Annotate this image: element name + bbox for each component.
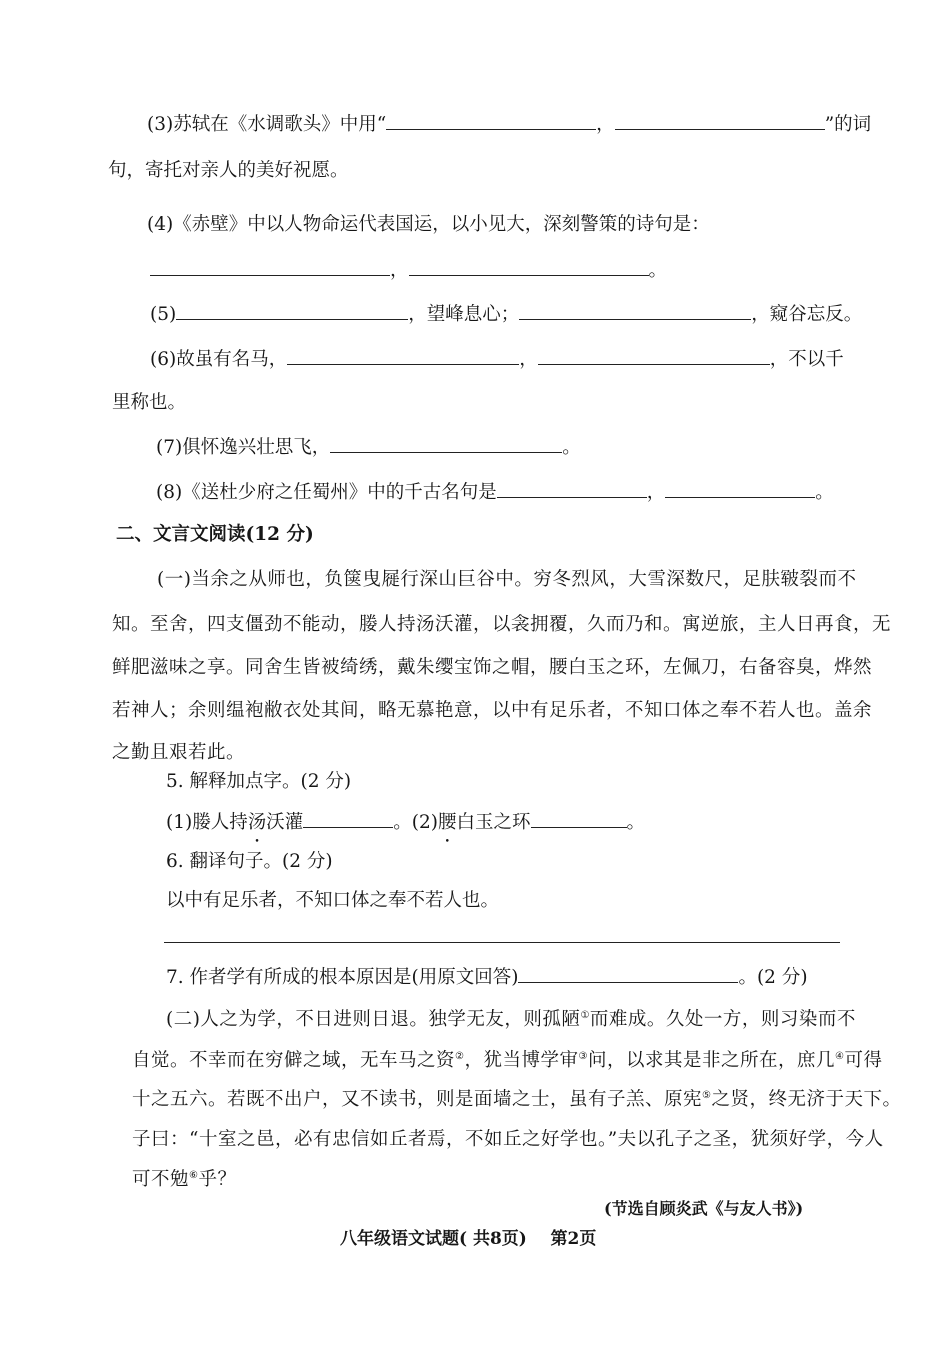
- passage1-line5: 之勤且艰若此。: [112, 742, 246, 763]
- q3-blank-2[interactable]: [615, 111, 825, 130]
- q5-line: (5) ，望峰息心； ，窥谷忘反。: [150, 300, 862, 326]
- passage1-line2: 知。至舍，四支僵劲不能动，媵人持汤沃灌，以衾拥覆，久而乃和。寓逆旅，主人日再食，无: [112, 614, 892, 635]
- q4-prompt: (4)《赤壁》中以人物命运代表国运，以小见大，深刻警策的诗句是：: [147, 214, 710, 235]
- q4-blank-2[interactable]: [409, 257, 649, 276]
- q6b-answer-line[interactable]: [164, 942, 840, 943]
- emphasis-char-2: 腰: [437, 812, 457, 833]
- passage2-line1: (二)人之为学，不日进则日退。独学无友，则孤陋①而难成。久处一方，则习染而不: [166, 1009, 856, 1030]
- passage1-line4: 若神人；余则缊袍敝衣处其间，略无慕艳意，以中有足乐者，不知口体之奉不若人也。盖余: [112, 700, 873, 721]
- q3-blank-1[interactable]: [386, 111, 596, 130]
- section-2-title: 二、文言文阅读(12 分): [116, 524, 314, 545]
- footnote-mark: ④: [834, 1050, 845, 1062]
- q5b-blank-1[interactable]: [303, 809, 393, 828]
- footnote-mark: ⑤: [702, 1089, 712, 1101]
- q3-text: (3)苏轼在《水调歌头》中用“: [147, 114, 387, 135]
- q6-line1: (6)故虽有名马， ， ，不以千: [150, 345, 844, 371]
- q8-line: (8)《送杜少府之任蜀州》中的千古名句是 ， 。: [156, 478, 834, 504]
- q7-line: (7)俱怀逸兴壮思飞， 。: [156, 433, 581, 459]
- footnote-mark: ②: [455, 1050, 465, 1062]
- q7b-line: 7. 作者学有所成的根本原因是(用原文回答) 。(2 分): [166, 963, 808, 989]
- q3-line1: (3)苏轼在《水调歌头》中用“ ， ”的词: [147, 110, 871, 136]
- q5-blank-2[interactable]: [519, 301, 751, 320]
- page-footer: 八年级语文试题( 共8页) 第2页: [340, 1229, 597, 1249]
- passage2-line5: 可不勉⑥乎？: [132, 1169, 237, 1190]
- q7b-blank[interactable]: [518, 964, 738, 983]
- footnote-mark: ③: [578, 1050, 588, 1062]
- q6-blank-1[interactable]: [287, 346, 519, 365]
- footnote-mark: ⑥: [189, 1169, 199, 1181]
- q5b-blank-2[interactable]: [531, 809, 627, 828]
- q7-blank[interactable]: [330, 434, 562, 453]
- q5-blank-1[interactable]: [176, 301, 408, 320]
- q8-blank-1[interactable]: [497, 479, 647, 498]
- q4-blank-1[interactable]: [150, 257, 390, 276]
- q5b-title: 5. 解释加点字。(2 分): [166, 771, 352, 792]
- passage2-line3: 十之五六。若既不出户，又不读书，则是面墙之士，虽有子羔、原宪⑤之贤，终无济于天下。: [132, 1089, 902, 1110]
- q3-line2: 句，寄托对亲人的美好祝愿。: [108, 160, 349, 181]
- q6-blank-2[interactable]: [538, 346, 770, 365]
- passage2-line2: 自觉。不幸而在穷僻之域，无车马之资②，犹当博学审③问，以求其是非之所在，庶几④可得: [132, 1050, 883, 1071]
- q6b-title: 6. 翻译句子。(2 分): [166, 851, 333, 872]
- passage1-line3: 鲜肥滋味之享。同舍生皆被绮绣，戴朱缨宝饰之帽，腰白玉之环，左佩刀，右备容臭，烨然: [112, 657, 873, 678]
- passage2-line4: 子曰：“十室之邑，必有忠信如丘者焉，不如丘之好学也。”夫以孔子之圣，犹须好学，今人: [132, 1129, 884, 1150]
- source-citation: (节选自顾炎武《与友人书》): [604, 1199, 804, 1218]
- q8-blank-2[interactable]: [665, 479, 815, 498]
- passage1-line1: (一)当余之从师也，负箧曳屣行深山巨谷中。穷冬烈风，大雪深数尺，足肤皲裂而不: [157, 569, 857, 590]
- emphasis-char-1: 汤: [247, 812, 267, 833]
- q6b-sentence: 以中有足乐者，不知口体之奉不若人也。: [166, 890, 500, 911]
- q6-line2: 里称也。: [112, 392, 187, 413]
- q5b-items: (1)媵人持汤沃灌 。(2)腰白玉之环 。: [166, 808, 645, 834]
- footnote-mark: ①: [580, 1009, 590, 1021]
- q4-answer-line: ， 。: [150, 256, 667, 282]
